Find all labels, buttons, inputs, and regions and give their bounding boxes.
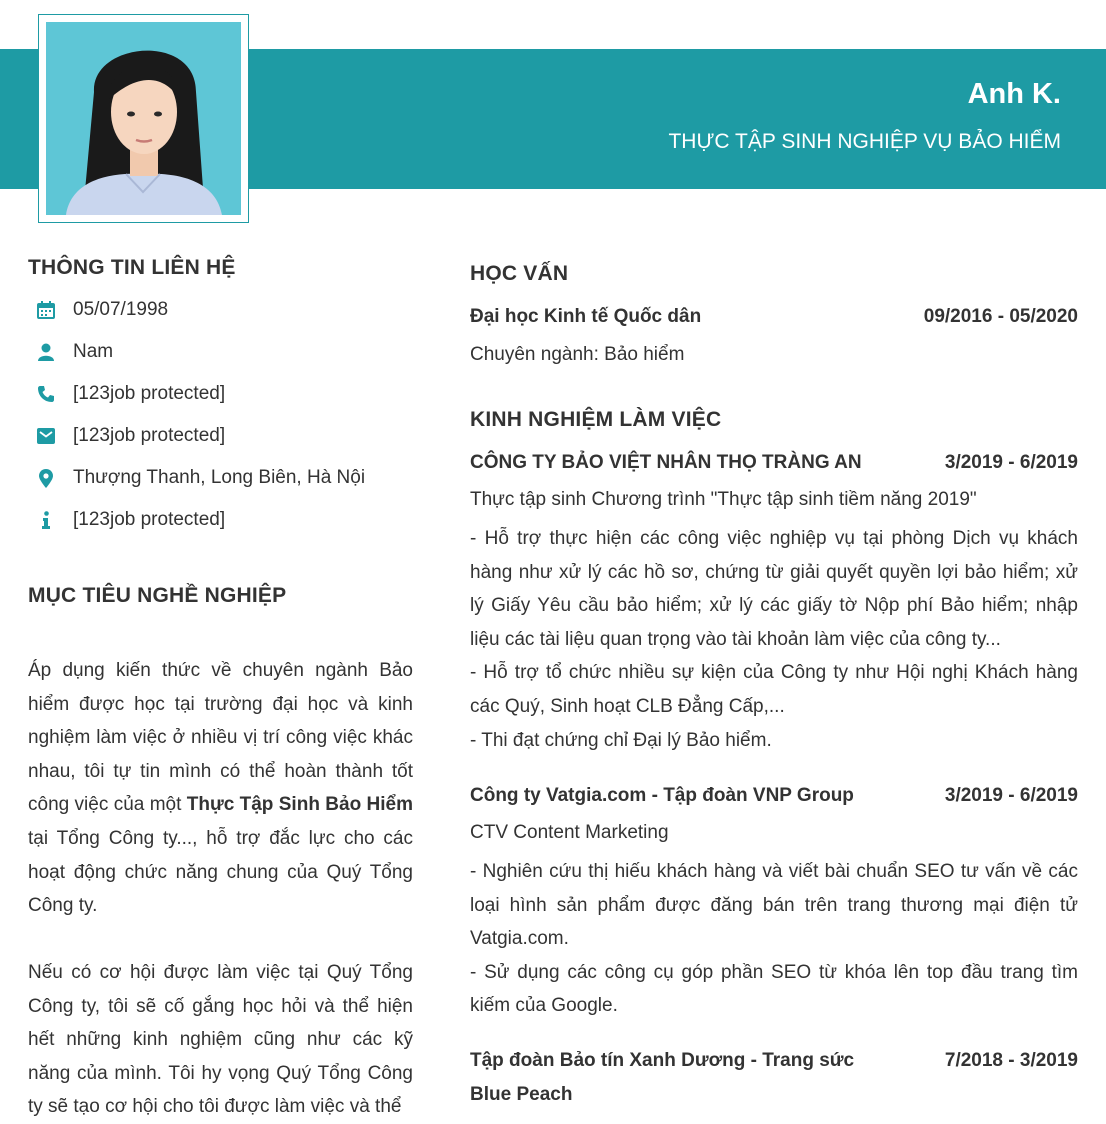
objective-paragraph-2: Nếu có cơ hội được làm việc tại Quý Tổng Công ty, tôi sẽ cố gắng học hỏi và thể hiện hết những kinh nghiệm cũng như các kỹ năng của mình. Tôi hy vọng Quý Tổng Công ty sẽ tạo cơ hội cho tôi được làm việc và thể xyxy=(28,962,413,1118)
job-1-line: hàng như xử lý các hồ sơ, chứng từ giải quyết quyền lợi bảo hiểm; xử xyxy=(470,561,1078,583)
phone-icon xyxy=(36,384,56,404)
job-1-line: - Thi đạt chứng chỉ Đại lý Bảo hiểm. xyxy=(470,729,772,751)
contact-birthday-text: 05/07/1998 xyxy=(73,299,169,320)
job-3-company-cont: Blue Peach xyxy=(470,1084,573,1105)
job-1-position: Thực tập sinh Chương trình "Thực tập sinh tiềm năng 2019" xyxy=(470,489,977,510)
candidate-name: Anh K. xyxy=(967,78,1061,110)
job-1-line: - Hỗ trợ tổ chức nhiều sự kiện của Công ty như Hội nghị Khách hàng xyxy=(470,662,1078,684)
job-2-position: CTV Content Marketing xyxy=(470,822,669,843)
contact-gender-text: Nam xyxy=(73,341,114,362)
contact-email xyxy=(36,423,225,449)
contact-section-title: THÔNG TIN LIÊN HỆ xyxy=(28,256,236,279)
job-1-company: CÔNG TY BẢO VIỆT NHÂN THỌ TRÀNG AN xyxy=(470,452,862,473)
job-2-header xyxy=(470,785,1078,807)
job-2-line: kiếm của Google. xyxy=(470,995,618,1017)
map-pin-icon xyxy=(36,468,56,488)
job-2-line: - Sử dụng các công cụ góp phần SEO từ khóa lên top đầu trang tìm xyxy=(470,961,1078,983)
job-1-line: các Quý, Sinh hoạt CLB Đẳng Cấp,... xyxy=(470,695,785,717)
job-3-company: Tập đoàn Bảo tín Xanh Dương - Trang sức xyxy=(470,1050,855,1071)
education-entry xyxy=(470,306,1078,328)
user-icon xyxy=(36,342,56,362)
job-2-description xyxy=(470,855,1078,1023)
contact-gender xyxy=(36,339,113,365)
job-1-description xyxy=(470,522,1078,757)
job-1-line: - Hỗ trợ thực hiện các công việc nghiệp vụ tại phòng Dịch vụ khách xyxy=(470,528,1078,549)
contact-info xyxy=(36,507,225,533)
objective-paragraph-1 xyxy=(28,654,413,923)
candidate-role: THỰC TẬP SINH NGHIỆP VỤ BẢO HIỂM xyxy=(668,130,1061,153)
job-1-line: lý Giấy Yêu cầu bảo hiểm; xử lý các giấy tờ Nộp phí Bảo hiểm; nhập xyxy=(470,595,1078,617)
job-2-line: Vatgia.com. xyxy=(470,928,569,950)
job-1-header xyxy=(470,452,1078,474)
job-3-header-line-2 xyxy=(470,1084,1078,1106)
job-3-period: 7/2018 - 3/2019 xyxy=(944,1050,1078,1071)
experience-section-title: KINH NGHIỆM LÀM VIỆC xyxy=(470,408,722,431)
profile-photo xyxy=(46,22,241,215)
contact-email-text: [123job protected] xyxy=(73,425,226,446)
job-3-header xyxy=(470,1050,1078,1072)
contact-phone xyxy=(36,381,225,407)
contact-info-text: [123job protected] xyxy=(73,509,226,530)
contact-address-text: Thượng Thanh, Long Biên, Hà Nội xyxy=(73,467,366,488)
education-school: Đại học Kinh tế Quốc dân xyxy=(470,306,702,327)
objective-text-bold: Thực Tập Sinh Bảo Hiểm xyxy=(186,794,413,816)
job-1-line: liệu các tài liệu quan trọng vào tài khoản làm việc của công ty... xyxy=(470,628,1001,650)
profile-photo-frame xyxy=(38,14,249,223)
contact-phone-text: [123job protected] xyxy=(73,383,226,404)
objective-text-start: Áp dụng kiến thức về chuyên ngành Bảo hiểm được học tại trường đại học và kinh nghiệm làm việc ở nhiều vị trí công việc khác nhau, tôi tự tin mình có thể hoàn thành tốt công việc của một xyxy=(28,660,413,816)
objective-text-end: tại Tổng Công ty..., hỗ trợ đắc lực cho các hoạt động chức năng chung của Quý Tổng Công ty. xyxy=(28,827,413,917)
calendar-icon xyxy=(36,300,56,320)
job-2-line: - Nghiên cứu thị hiếu khách hàng và viết bài chuẩn SEO tư vấn về các xyxy=(470,861,1078,882)
education-section-title: HỌC VẤN xyxy=(470,262,569,285)
job-2-line: loại hình sản phẩm được đăng bán trên trang thương mại điện tử xyxy=(470,894,1078,916)
contact-address xyxy=(36,465,365,491)
envelope-icon xyxy=(36,426,56,446)
education-major: Chuyên ngành: Bảo hiểm xyxy=(470,344,685,365)
portrait-illustration xyxy=(46,22,241,215)
info-icon xyxy=(36,510,56,530)
job-2-company: Công ty Vatgia.com - Tập đoàn VNP Group xyxy=(470,785,854,806)
objective-section-title: MỤC TIÊU NGHỀ NGHIỆP xyxy=(28,584,287,607)
job-1-period: 3/2019 - 6/2019 xyxy=(944,452,1078,473)
education-period: 09/2016 - 05/2020 xyxy=(923,306,1078,327)
job-2-period: 3/2019 - 6/2019 xyxy=(944,785,1078,806)
contact-birthday xyxy=(36,297,168,323)
